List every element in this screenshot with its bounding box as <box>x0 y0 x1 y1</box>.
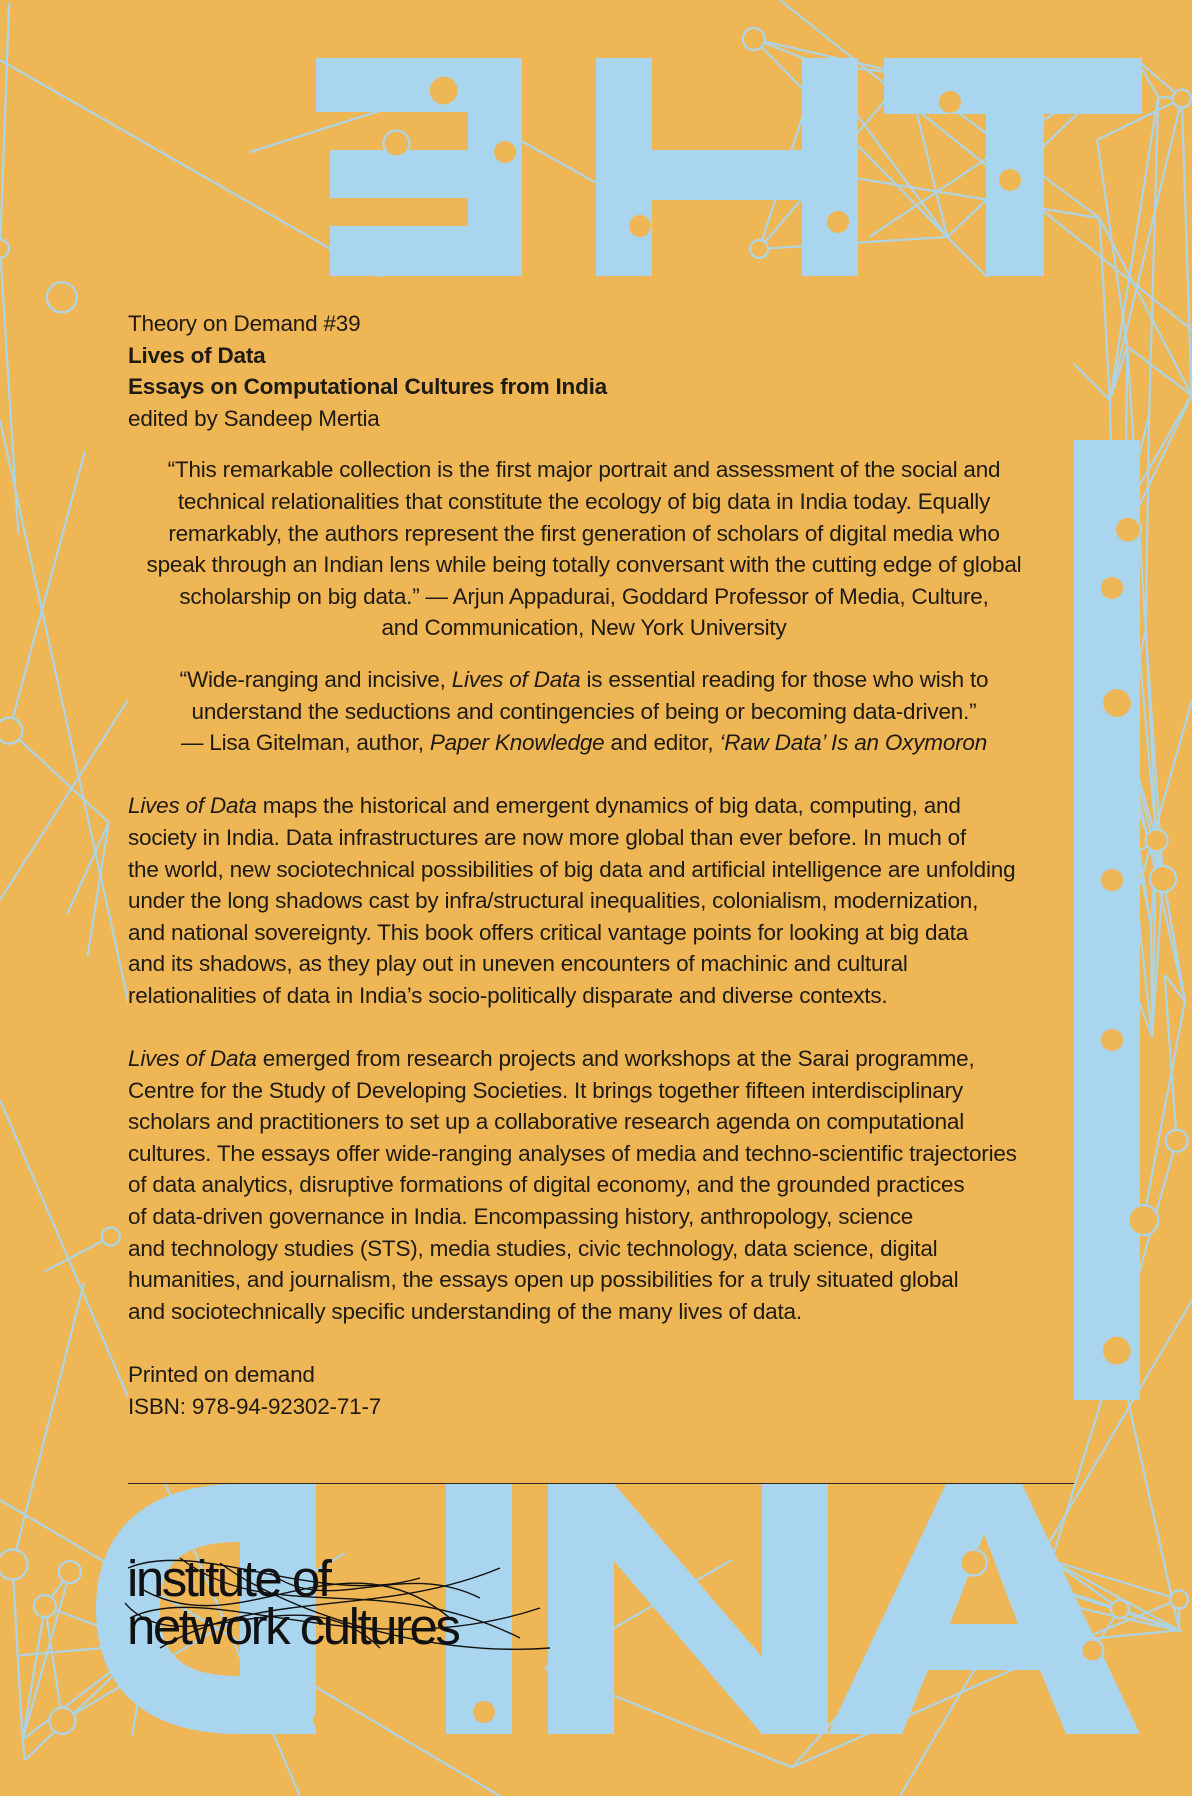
network-node <box>473 1701 495 1723</box>
network-node <box>1081 1640 1103 1662</box>
quote-line: speak through an Indian lens while being totally conversant with the cutting edge of global <box>146 552 1022 578</box>
network-line <box>1163 879 1185 1001</box>
description-paragraph-2 <box>128 1043 1048 1327</box>
network-line <box>23 1740 25 1760</box>
series-label: Theory on Demand #39 <box>128 311 361 336</box>
editor-credit: edited by Sandeep Mertia <box>128 405 380 431</box>
network-node <box>49 1708 75 1734</box>
body-line: Lives of Data maps the historical and emergent dynamics of big data, computing, and <box>128 793 961 819</box>
network-node <box>961 1550 987 1576</box>
network-node <box>1111 1600 1129 1618</box>
big-letter-e-mirrored <box>316 58 522 276</box>
network-line <box>45 1606 63 1721</box>
printed-on-demand: Printed on demand <box>128 1362 315 1387</box>
body-line: Centre for the Study of Developing Societies. It brings together fifteen interdisciplinary <box>128 1077 963 1103</box>
network-line <box>1080 1630 1179 1639</box>
blurb-appadurai <box>128 454 1048 644</box>
body-line: under the long shadows cast by infra/structural inequalities, colonialism, modernization, <box>128 888 979 914</box>
network-node <box>629 215 651 237</box>
bottom-rule <box>128 1483 1074 1484</box>
network-line <box>1080 1599 1179 1639</box>
network-node <box>1101 869 1123 891</box>
body-line: cultures. The essays offer wide-ranging analyses of media and techno-scientific trajectories <box>128 1140 1017 1166</box>
network-node <box>1166 1130 1188 1152</box>
network-node <box>1128 1205 1158 1235</box>
network-node <box>1101 1029 1123 1051</box>
network-node <box>939 91 961 113</box>
network-node <box>383 131 409 157</box>
body-line: and national sovereignty. This book offers critical vantage points for looking at big data <box>128 919 969 945</box>
network-node <box>1150 866 1176 892</box>
logo-line-1: institute of <box>127 1550 330 1607</box>
body-line: the world, new sociotechnical possibilities of big data and artificial intelligence are unfolding <box>128 856 1016 882</box>
network-node <box>1173 90 1191 108</box>
quote-line: remarkably, the authors represent the first generation of scholars of digital media who <box>168 520 1000 546</box>
logo-line-2: network cultures <box>127 1598 459 1655</box>
book-title: Lives of Data <box>128 342 266 368</box>
network-line <box>0 3 9 249</box>
network-node <box>743 28 765 50</box>
network-node <box>34 1595 56 1617</box>
network-line <box>1127 347 1191 396</box>
network-line <box>1182 99 1192 396</box>
body-line: and its shadows, as they play out in uneven encounters of machinic and cultural <box>128 951 908 977</box>
book-subtitle: Essays on Computational Cultures from India <box>128 374 607 400</box>
blurb-gitelman <box>128 664 1048 759</box>
network-line <box>13 1564 23 1739</box>
body-line: and sociotechnically specific understanding of the many lives of data. <box>128 1298 802 1324</box>
back-cover-text <box>128 308 1048 1422</box>
network-node <box>1170 1590 1188 1608</box>
quote-line: “This remarkable collection is the first major portrait and assessment of the social and <box>167 457 1001 483</box>
network-node <box>1101 577 1123 599</box>
network-line <box>1146 416 1149 630</box>
network-node <box>494 141 516 163</box>
network-node <box>1115 517 1141 543</box>
network-node <box>59 1561 81 1583</box>
network-node <box>0 240 9 258</box>
network-node <box>1102 1336 1132 1366</box>
network-line <box>45 1237 111 1272</box>
network-line <box>9 451 85 731</box>
network-node <box>629 1657 651 1679</box>
quote-line: “Wide-ranging and incisive, Lives of Data is essential reading for those who wish to <box>179 666 989 692</box>
network-line <box>88 822 109 956</box>
network-node <box>0 718 22 744</box>
big-letter-n-mirrored <box>548 1484 828 1734</box>
network-node <box>313 1709 335 1731</box>
network-node <box>0 1549 28 1579</box>
big-letter-t <box>884 58 1142 276</box>
institute-of-network-cultures-logo <box>127 1550 459 1655</box>
body-line: of data-driven governance in India. Encompassing history, anthropology, science <box>128 1204 914 1230</box>
network-node <box>669 1501 691 1523</box>
body-line: Lives of Data emerged from research projects and workshops at the Sarai programme, <box>128 1046 975 1072</box>
network-node <box>827 211 849 233</box>
body-line: scholars and practitioners to set up a collaborative research agenda on computational <box>128 1109 965 1135</box>
quote-line: and Communication, New York University <box>381 615 787 641</box>
network-line <box>1151 927 1152 1037</box>
quote-line: scholarship on big data.” — Arjun Appadurai, Goddard Professor of Media, Culture, <box>179 583 989 609</box>
body-line: relationalities of data in India’s socio-politically disparate and diverse contexts. <box>128 982 888 1008</box>
body-line: and technology studies (STS), media studies, civic technology, data science, digital <box>128 1235 938 1261</box>
body-line: society in India. Data infrastructures are now more global than ever before. In much of <box>128 824 967 850</box>
network-node <box>1146 829 1168 851</box>
network-node <box>47 282 77 312</box>
quote-line: — Lisa Gitelman, author, Paper Knowledge and editor, ‘Raw Data’ Is an Oxymoron <box>180 730 988 756</box>
network-line <box>1100 218 1110 400</box>
network-node <box>102 1228 120 1246</box>
quote-line: technical relationalities that constitute the ecology of big data in India today. Equally <box>177 488 991 514</box>
description-paragraph-1 <box>128 790 1048 1011</box>
body-line: humanities, and journalism, the essays open up possibilities for a truly situated global <box>128 1267 959 1293</box>
network-line <box>13 1282 85 1564</box>
network-node <box>750 240 768 258</box>
quote-line: understand the seductions and contingencies of being or becoming data-driven.” <box>191 698 977 724</box>
network-node <box>999 169 1021 191</box>
big-letter-h <box>596 58 858 276</box>
network-node <box>429 76 459 106</box>
body-line: of data analytics, disruptive formations of digital economy, and the grounded practices <box>128 1172 965 1198</box>
isbn: ISBN: 978-94-92302-71-7 <box>128 1393 382 1419</box>
network-node <box>1102 688 1132 718</box>
